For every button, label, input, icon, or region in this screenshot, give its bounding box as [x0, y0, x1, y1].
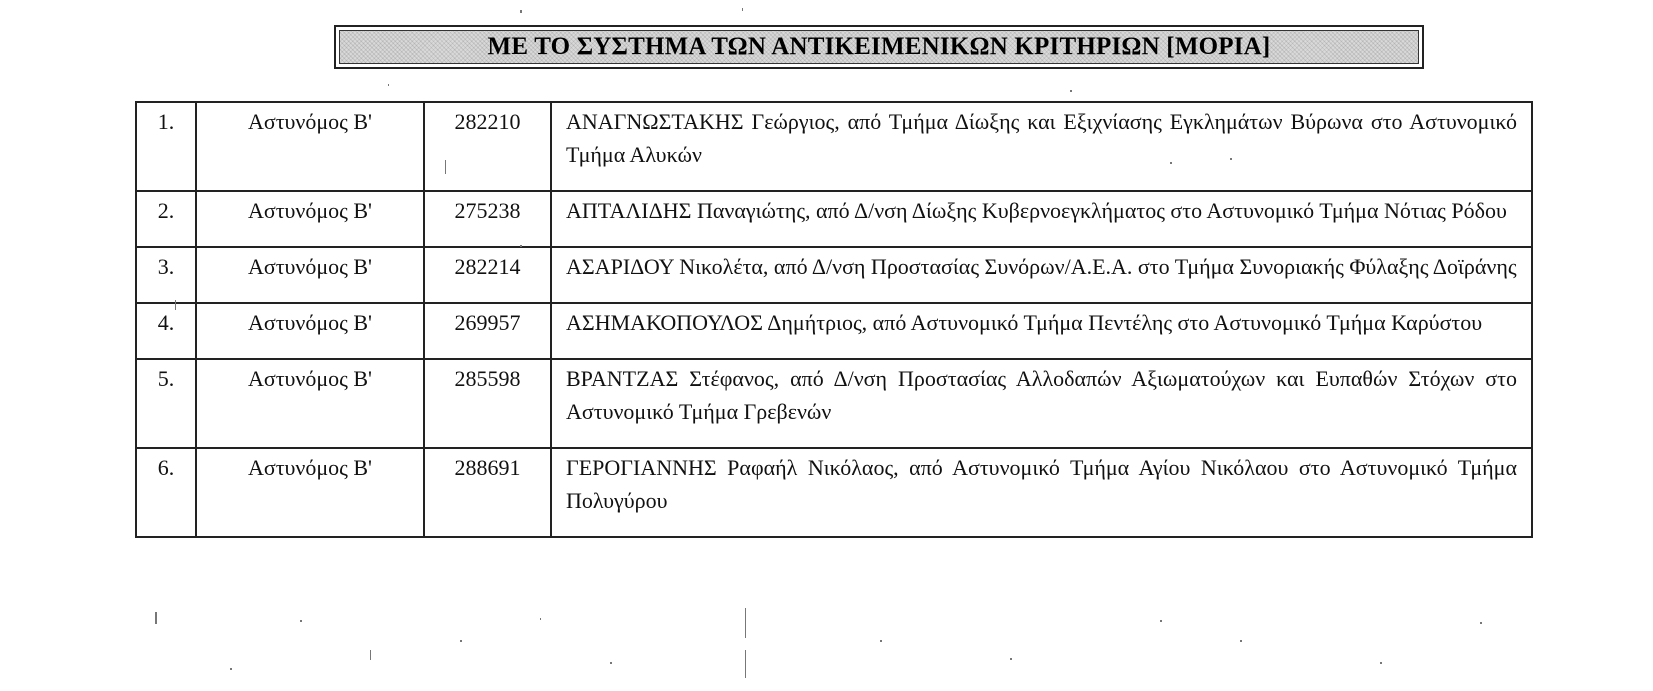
row-number: 5.: [136, 359, 196, 448]
document-heading: ΜΕ ΤΟ ΣΥΣΤΗΜΑ ΤΩΝ ΑΝΤΙΚΕΙΜΕΝΙΚΩΝ ΚΡΙΤΗΡΙΩΝ [ΜΟΡΙΑ]: [487, 33, 1271, 60]
row-description: ΑΣΗΜΑΚΟΠΟΥΛΟΣ Δημήτριος, από Αστυνομικό Τμήμα Πεντέλης στο Αστυνομικό Τμήμα Καρύστου: [551, 303, 1532, 359]
transfers-table: [135, 101, 1533, 538]
scan-speck: [742, 8, 743, 11]
scan-speck: [1480, 622, 1482, 624]
row-number: 2.: [136, 191, 196, 247]
scan-speck: [1070, 90, 1072, 92]
scan-speck: [1160, 620, 1162, 622]
row-description: ΑΣΑΡΙΔΟΥ Νικολέτα, από Δ/νση Προστασίας Συνόρων/Α.Ε.Α. στο Τμήμα Συνοριακής Φύλαξης Δοϊράνης: [551, 247, 1532, 303]
row-number: 3.: [136, 247, 196, 303]
scan-speck: [540, 618, 541, 620]
scan-speck: [155, 612, 157, 624]
scan-speck: [370, 650, 371, 660]
scan-speck: [1010, 658, 1012, 660]
scan-speck: [460, 640, 462, 642]
row-registry-id: 282214: [424, 247, 551, 303]
row-registry-id: 288691: [424, 448, 551, 537]
row-rank: Αστυνόμος Β': [196, 191, 424, 247]
table-row: [136, 359, 1532, 448]
row-registry-id: 275238: [424, 191, 551, 247]
scan-speck: [300, 620, 302, 622]
table-row: [136, 448, 1532, 537]
row-rank: Αστυνόμος Β': [196, 303, 424, 359]
row-rank: Αστυνόμος Β': [196, 359, 424, 448]
scan-speck: [1380, 662, 1382, 664]
table-row: [136, 303, 1532, 359]
row-rank: Αστυνόμος Β': [196, 448, 424, 537]
row-rank: Αστυνόμος Β': [196, 247, 424, 303]
table-row: [136, 191, 1532, 247]
row-registry-id: 269957: [424, 303, 551, 359]
scan-speck: [745, 650, 746, 678]
row-description: ΑΝΑΓΝΩΣΤΑΚΗΣ Γεώργιος, από Τμήμα Δίωξης και Εξιχνίασης Εγκλημάτων Βύρωνα στο Αστυνομικό Τμήμα Αλυκών: [551, 102, 1532, 191]
row-number: 4.: [136, 303, 196, 359]
row-registry-id: 282210: [424, 102, 551, 191]
scan-speck: [610, 662, 612, 664]
row-description: ΑΠΤΑΛΙΔΗΣ Παναγιώτης, από Δ/νση Δίωξης Κυβερνοεγκλήματος στο Αστυνομικό Τμήμα Νότιας Ρόδου: [551, 191, 1532, 247]
heading-shaded-band: [339, 30, 1419, 64]
row-description: ΒΡΑΝΤΖΑΣ Στέφανος, από Δ/νση Προστασίας Αλλοδαπών Αξιωματούχων και Ευπαθών Στόχων στο Αστυνομικό Τμήμα Γρεβενών: [551, 359, 1532, 448]
heading-frame: [334, 25, 1424, 69]
row-registry-id: 285598: [424, 359, 551, 448]
row-number: 1.: [136, 102, 196, 191]
row-rank: Αστυνόμος Β': [196, 102, 424, 191]
scan-speck: [745, 608, 746, 638]
scan-speck: [520, 10, 522, 13]
scan-speck: [880, 640, 882, 642]
scan-speck: [1240, 640, 1242, 642]
table-row: [136, 102, 1532, 191]
table-row: [136, 247, 1532, 303]
row-number: 6.: [136, 448, 196, 537]
scan-speck: [230, 668, 232, 670]
scan-speck: [388, 84, 389, 86]
row-description: ΓΕΡΟΓΙΑΝΝΗΣ Ραφαήλ Νικόλαος, από Αστυνομικό Τμήμα Αγίου Νικόλαου στο Αστυνομικό Τμήμα Πολυγύρου: [551, 448, 1532, 537]
